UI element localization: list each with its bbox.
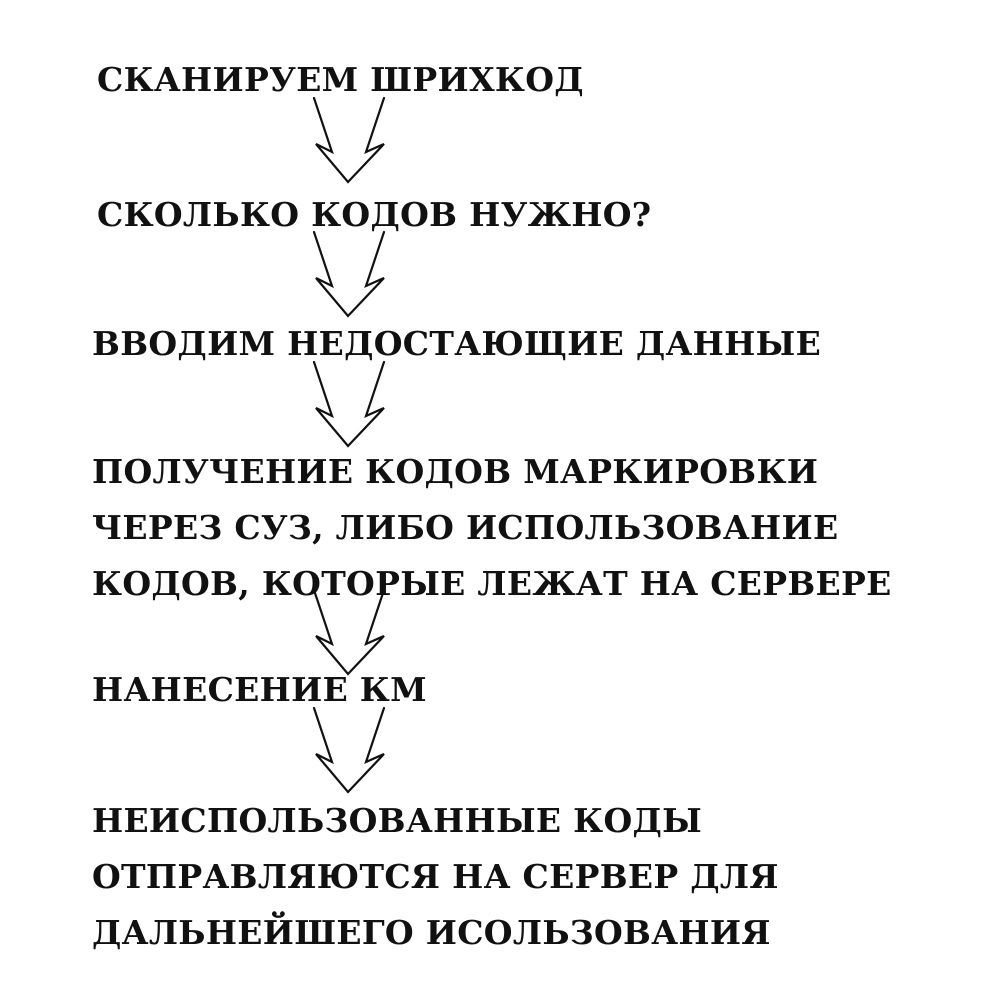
- step-text-line: ДАЛЬНЕЙШЕГО ИСОЛЬЗОВАНИЯ: [92, 913, 771, 952]
- step-text-line: НЕИСПОЛЬЗОВАННЫЕ КОДЫ: [92, 801, 703, 840]
- down-arrow-icon: [300, 230, 400, 320]
- step-text-line: ЧЕРЕЗ СУЗ, ЛИБО ИСПОЛЬЗОВАНИЕ: [92, 508, 839, 547]
- step-text-line: ВВОДИМ НЕДОСТАЮЩИЕ ДАННЫЕ: [92, 324, 822, 363]
- down-arrow-icon: [300, 706, 400, 796]
- step-enter-missing-data: [92, 316, 821, 372]
- down-arrow-icon: [300, 588, 400, 678]
- down-arrow-icon: [300, 360, 400, 450]
- step-send-unused-codes: [92, 793, 779, 961]
- step-text-line: ПОЛУЧЕНИЕ КОДОВ МАРКИРОВКИ: [92, 452, 819, 491]
- step-text-line: ОТПРАВЛЯЮТСЯ НА СЕРВЕР ДЛЯ: [92, 857, 779, 896]
- step-text-line: НАНЕСЕНИЕ КМ: [92, 670, 427, 709]
- step-text-line: СКОЛЬКО КОДОВ НУЖНО?: [97, 195, 652, 234]
- down-arrow-icon: [300, 96, 400, 186]
- step-text-line: СКАНИРУЕМ ШРИХКОД: [97, 60, 584, 99]
- step-get-marking-codes: [92, 444, 892, 612]
- step-text-line: КОДОВ, КОТОРЫЕ ЛЕЖАТ НА СЕРВЕРЕ: [92, 564, 892, 603]
